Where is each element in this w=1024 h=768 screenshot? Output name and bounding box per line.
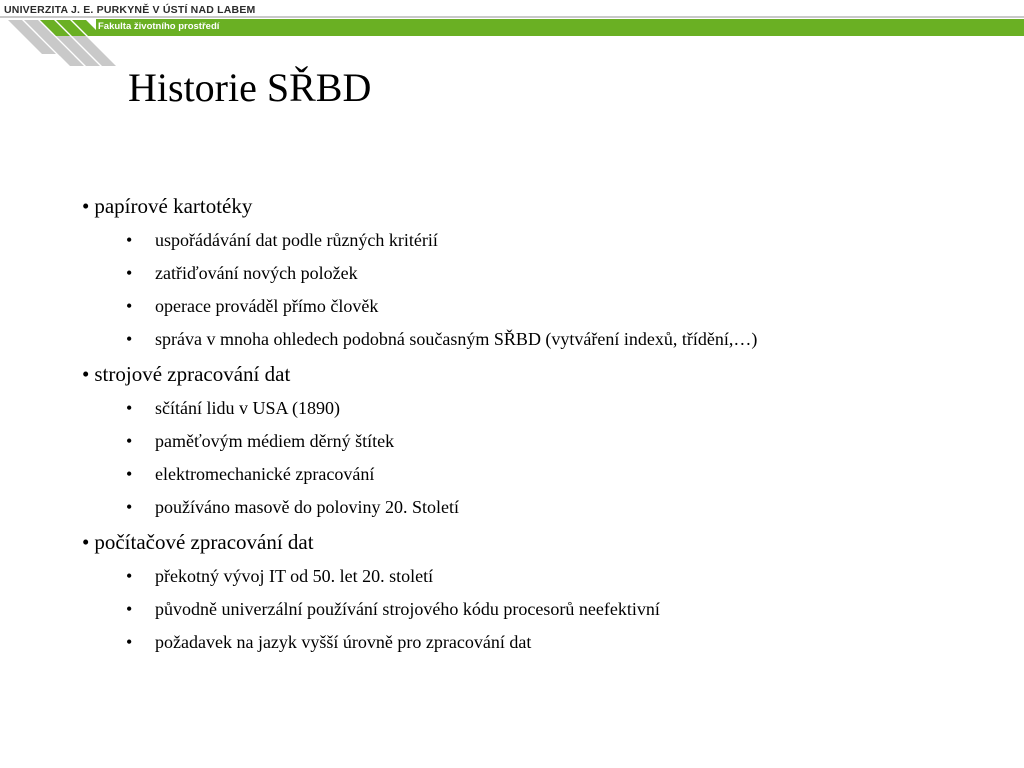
section-machine-processing	[82, 364, 290, 385]
bullet-icon: •	[126, 398, 133, 418]
bullet-icon: •	[126, 431, 133, 451]
section-label: strojové zpracování dat	[94, 362, 291, 386]
list-item	[126, 432, 394, 450]
header-top-line	[0, 16, 1024, 18]
list-item	[126, 297, 378, 315]
bullet-icon: •	[126, 464, 133, 484]
list-item-text: požadavek na jazyk vyšší úrovně pro zpracování dat	[155, 632, 532, 652]
list-item	[126, 231, 438, 249]
university-name: UNIVERZITA J. E. PURKYNĚ V ÚSTÍ NAD LABEM	[4, 4, 256, 16]
list-item-text: paměťovým médiem děrný štítek	[155, 431, 395, 451]
list-item	[126, 600, 660, 618]
list-item-text: elektromechanické zpracování	[155, 464, 375, 484]
list-item	[126, 633, 531, 651]
list-item-text: zatřiďování nových položek	[155, 263, 358, 283]
list-item	[126, 465, 374, 483]
bullet-icon: •	[82, 194, 90, 218]
list-item-text: překotný vývoj IT od 50. let 20. století	[155, 566, 434, 586]
header-green-band	[96, 19, 1024, 36]
section-paper-files	[82, 196, 252, 217]
slide-title: Historie SŘBD	[128, 65, 372, 110]
bullet-icon: •	[126, 296, 133, 316]
bullet-icon: •	[126, 329, 133, 349]
list-item	[126, 399, 340, 417]
section-label: počítačové zpracování dat	[94, 530, 314, 554]
list-item-text: sčítání lidu v USA (1890)	[155, 398, 340, 418]
list-item-text: uspořádávání dat podle různých kritérií	[155, 230, 438, 250]
bullet-icon: •	[126, 230, 133, 250]
bullet-icon: •	[126, 632, 133, 652]
bullet-icon: •	[126, 263, 133, 283]
bullet-icon: •	[82, 362, 90, 386]
section-computer-processing	[82, 532, 314, 553]
faculty-name: Fakulta životního prostředí	[98, 21, 220, 32]
list-item	[126, 330, 757, 348]
list-item-text: původně univerzální používání strojového kódu procesorů neefektivní	[155, 599, 660, 619]
bullet-icon: •	[126, 566, 133, 586]
list-item-text: používáno masově do poloviny 20. Století	[155, 497, 459, 517]
list-item	[126, 498, 459, 516]
bullet-icon: •	[126, 497, 133, 517]
list-item	[126, 567, 433, 585]
section-label: papírové kartotéky	[94, 194, 253, 218]
bullet-icon: •	[126, 599, 133, 619]
list-item	[126, 264, 358, 282]
list-item-text: správa v mnoha ohledech podobná současným SŘBD (vytváření indexů, třídění,…)	[155, 329, 758, 349]
bullet-icon: •	[82, 530, 90, 554]
list-item-text: operace prováděl přímo člověk	[155, 296, 379, 316]
